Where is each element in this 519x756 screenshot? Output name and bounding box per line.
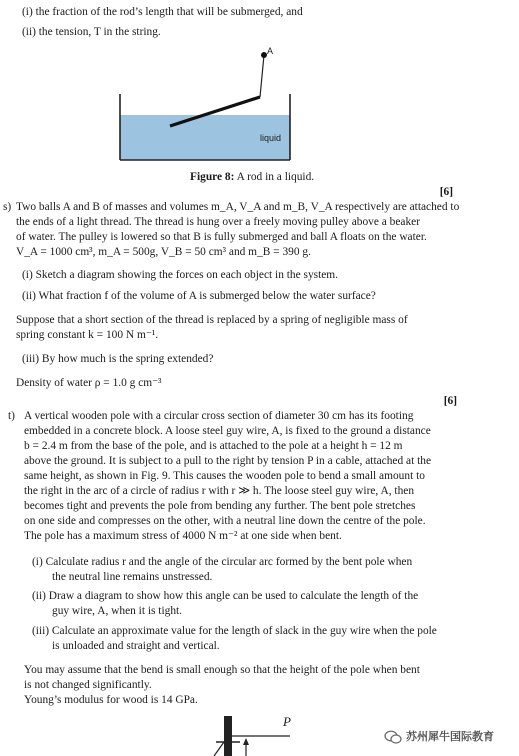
figure-9-pole bbox=[200, 712, 310, 756]
part-s-line-4: V_A = 1000 cm³, m_A = 500g, V_B = 50 cm³ and m_B = 390 g. bbox=[16, 246, 311, 258]
caption-figure-number: Figure 8: bbox=[190, 171, 235, 183]
part-s-suppose-line-1: Suppose that a short section of the thread is replaced by a spring of negligible mass of bbox=[16, 314, 408, 326]
string bbox=[260, 55, 264, 97]
part-t-question-i-line-2: the neutral line remains unstressed. bbox=[52, 571, 213, 583]
watermark-text: 苏州犀牛国际教育 bbox=[406, 729, 494, 743]
wechat-icon bbox=[384, 730, 402, 744]
part-s-question-ii: (ii) What fraction f of the volume of A is submerged below the water surface? bbox=[22, 290, 376, 302]
part-s-lead: s) bbox=[3, 201, 12, 213]
figure-rod-in-liquid bbox=[110, 40, 310, 165]
part-s-suppose-line-2: spring constant k = 100 N m⁻¹. bbox=[16, 329, 159, 341]
part-s-question-i: (i) Sketch a diagram showing the forces on each object in the system. bbox=[22, 269, 338, 281]
part-t-line-3: b = 2.4 m from the base of the pole, and is attached to the pole at a height h = 12 m bbox=[24, 440, 403, 452]
part-t-question-ii-line-1: (ii) Draw a diagram to show how this angle can be used to calculate the length of the bbox=[32, 590, 419, 602]
part-t-line-7: becomes tight and prevents the pole from bending any further. The bent pole stretches bbox=[24, 500, 416, 512]
part-t-lead: t) bbox=[8, 410, 15, 422]
water-density-note: Density of water ρ = 1.0 g cm⁻³ bbox=[16, 377, 162, 389]
part-t-line-4: above the ground. It is subject to a pull to the right by tension P in a cable, attached at the bbox=[24, 455, 432, 467]
part-t-line-1: A vertical wooden pole with a circular cross section of diameter 30 cm has its footing bbox=[24, 410, 414, 422]
part-t-question-i-line-1: (i) Calculate radius r and the angle of the circular arc formed by the bent pole when bbox=[32, 556, 413, 568]
figure-8-caption bbox=[190, 170, 314, 185]
part-s-line-3: of water. The pulley is lowered so that B is fully submerged and ball A floats on the water. bbox=[16, 231, 427, 243]
part-t-assume-line-1: You may assume that the bend is small enough so that the height of the pole when bent bbox=[24, 664, 420, 676]
part-t-question-ii-line-2: guy wire, A, when it is tight. bbox=[52, 605, 183, 617]
part-s-line-2: the ends of a light thread. The thread is hung over a freely moving pulley above a beaker bbox=[16, 216, 421, 228]
liquid-label: liquid bbox=[260, 133, 282, 143]
marks-label-2: [6] bbox=[443, 395, 457, 407]
part-t-line-9: The pole has a maximum stress of 4000 N m⁻² at one side when bent. bbox=[24, 530, 342, 542]
caption-text: A rod in a liquid. bbox=[234, 171, 315, 183]
youngs-modulus-note: Young’s modulus for wood is 14 GPa. bbox=[24, 694, 198, 706]
part-s-line-1: Two balls A and B of masses and volumes m_A, V_A and m_B, V_A respectively are attached to bbox=[16, 201, 460, 213]
watermark bbox=[384, 726, 514, 748]
part-t-question-iii-line-2: is unloaded and straight and vertical. bbox=[52, 640, 220, 652]
part-t-line-2: embedded in a concrete block. A loose steel guy wire, A, is fixed to the ground a distance bbox=[24, 425, 431, 437]
part-t-line-8: on one side and compresses on the other, with a neutral line down the centre of the pole. bbox=[24, 515, 426, 527]
question-item-ii: (ii) the tension, T in the string. bbox=[22, 26, 161, 38]
tension-p-label: P bbox=[283, 714, 291, 729]
part-t-question-iii-line-1: (iii) Calculate an approximate value for the length of slack in the guy wire when the pole bbox=[32, 625, 437, 637]
guy-wire bbox=[214, 742, 224, 756]
part-t-line-5: same height, as shown in Fig. 9. This causes the wooden pole to bend a small amount to bbox=[24, 470, 425, 482]
part-s-question-iii: (iii) By how much is the spring extended? bbox=[22, 353, 214, 365]
point-a-label: A bbox=[267, 46, 274, 56]
height-arrow-head bbox=[243, 738, 249, 745]
part-t-assume-line-2: is not changed significantly. bbox=[24, 679, 152, 691]
marks-label-1: [6] bbox=[439, 186, 453, 198]
part-t-line-6: the right in the arc of a circle of radius r with r ≫ h. The loose steel guy wire, A, then bbox=[24, 485, 415, 497]
question-item-i: (i) the fraction of the rod’s length that will be submerged, and bbox=[22, 6, 303, 18]
